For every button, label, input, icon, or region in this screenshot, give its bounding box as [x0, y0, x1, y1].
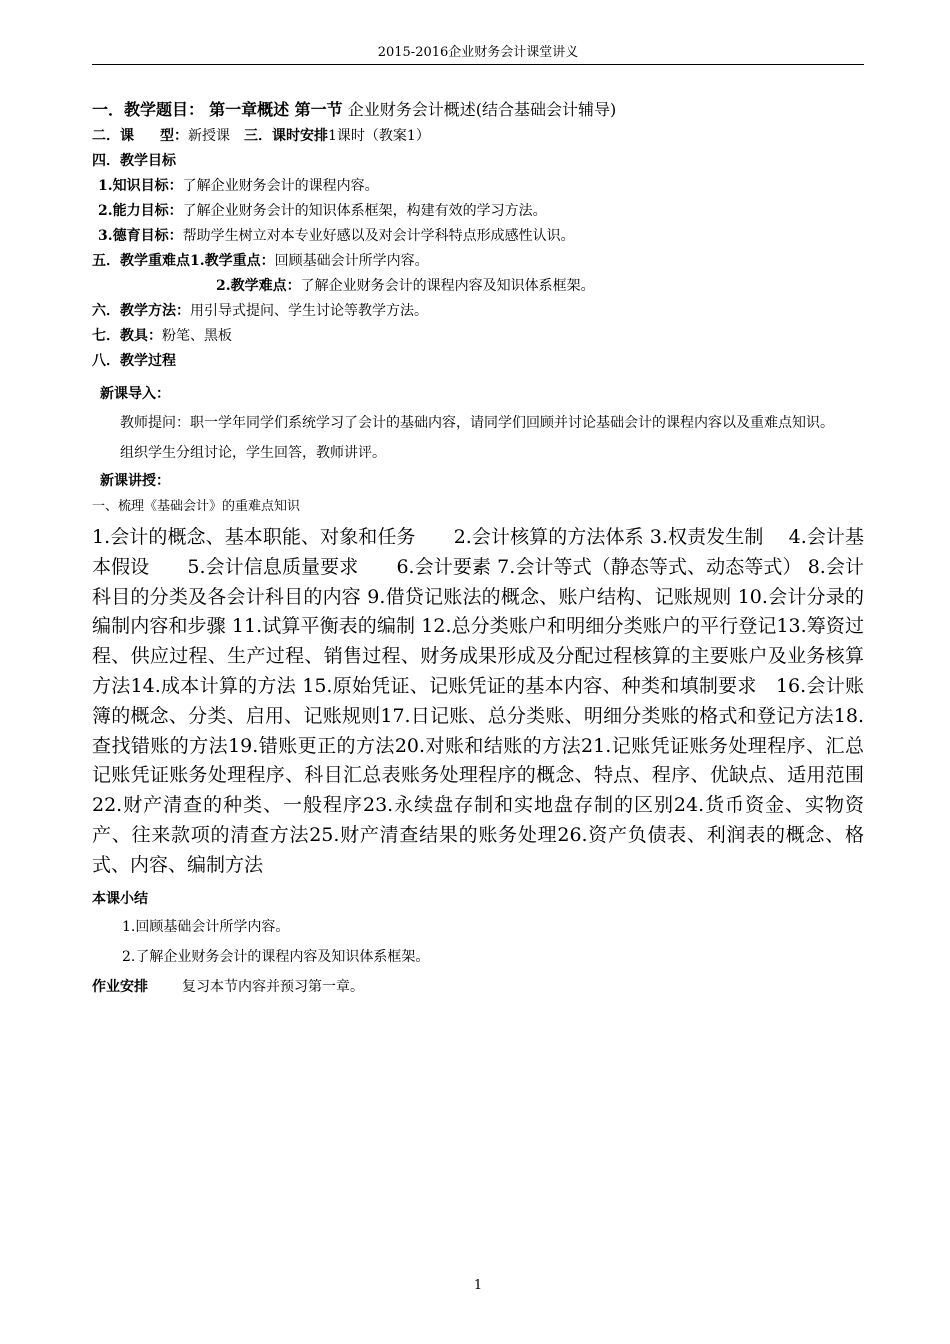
type-label-a: 二．课 — [92, 128, 134, 144]
goal-ability-label: 2.能力目标： — [98, 203, 183, 219]
title-label: 一．教学题目： — [92, 100, 205, 119]
process-heading: 八．教学过程 — [92, 353, 176, 369]
summary-label: 本课小结 — [92, 890, 148, 907]
goal-moral — [92, 224, 864, 249]
method-text: 用引导式提问、学生讨论等教学方法。 — [190, 303, 428, 319]
hours-label: 三．课时安排 — [244, 128, 328, 144]
goals-heading: 四．教学目标 — [92, 153, 176, 169]
title-topic: 企业财务会计概述(结合基础会计辅导) — [347, 100, 617, 119]
method-label: 六．教学方法： — [92, 303, 190, 319]
goal-moral-label: 3.德育目标： — [98, 228, 183, 244]
key-point-text: 回顾基础会计所学内容。 — [274, 253, 429, 269]
key-point-label: 五．教学重难点1.教学重点： — [92, 253, 275, 269]
type-value: 新授课 — [188, 128, 230, 144]
lecture-label: 新课讲授： — [100, 473, 170, 489]
homework-label: 作业安排 — [92, 978, 148, 995]
teaching-method — [92, 299, 864, 324]
document-page — [92, 0, 864, 1344]
type-label-b: 型： — [160, 128, 188, 144]
page-number: 1 — [473, 1278, 483, 1293]
teaching-tools — [92, 324, 864, 349]
difficult-point — [92, 274, 864, 299]
lesson-title — [92, 96, 864, 124]
goal-ability-text: 了解企业财务会计的知识体系框架，构建有效的学习方法。 — [182, 203, 547, 219]
intro-paragraph-1: 教师提问：职一学年同学们系统学习了会计的基础内容，请同学们回顾并讨论基础会计的课程内容以及重难点知识。 — [120, 415, 834, 431]
hours-value: 1课时（教案1） — [328, 128, 430, 144]
content — [92, 96, 864, 1002]
page-header: 2015-2016企业财务会计课堂讲义 — [377, 45, 579, 60]
difficult-point-label: 2.教学难点： — [216, 278, 301, 294]
key-points-list: 1.会计的概念、基本职能、对象和任务 2.会计核算的方法体系 3.权责发生制 4.会计基本假设 5.会计信息质量要求 6.会计要素 7.会计等式（静态等式、动态等式） 8.会计科目的分类及各会计科目的内容 9.借贷记账法的概念、账户结构、记账规则 10.会计分录的编制内容和步骤 11.试算平衡表的编制 12.总分类账户和明细分类账户的平行登记13.筹资过程、供应过程、生产过程、销售过程、财务成果形成及分配过程核算的主要账户及业务核算方法14.成本计算的方法 15.原始凭证、记账凭证的基本内容、种类和填制要求 16.会计账簿的概念、分类、启用、记账规则17.日记账、总分类账、明细分类账的格式和登记方法18.查找错账的方法19.错账更正的方法20.对账和结账的方法21.记账凭证账务处理程序、汇总记账凭证账务处理程序、科目汇总表账务处理程序的概念、特点、程序、优缺点、适用范围22.财产清查的种类、一般程序23.永续盘存制和实地盘存制的区别24.货币资金、实物资产、往来款项的清查方法25.财产清查结果的账务处理26.资产负债表、利润表的概念、格式、内容、编制方法 — [92, 526, 864, 876]
goal-moral-text: 帮助学生树立对本专业好感以及对会计学科特点形成感性认识。 — [182, 228, 575, 244]
lesson-type-row — [92, 124, 864, 149]
goal-knowledge — [92, 174, 864, 199]
tools-text: 粉笔、黑板 — [162, 328, 232, 344]
summary-item-1: 1.回顾基础会计所学内容。 — [122, 918, 290, 935]
goal-ability — [92, 199, 864, 224]
goal-knowledge-text: 了解企业财务会计的课程内容。 — [182, 178, 379, 194]
intro-paragraph-2: 组织学生分组讨论，学生回答，教师讲评。 — [120, 445, 386, 461]
difficult-point-text: 了解企业财务会计的课程内容及知识体系框架。 — [300, 278, 595, 294]
intro-label: 新课导入： — [100, 386, 170, 402]
summary-item-2: 2.了解企业财务会计的课程内容及知识体系框架。 — [122, 948, 430, 965]
lecture-subheading: 一、梳理《基础会计》的重难点知识 — [92, 499, 301, 514]
homework-text: 复习本节内容并预习第一章。 — [182, 978, 364, 995]
tools-label: 七．教具： — [92, 328, 162, 344]
key-point — [92, 249, 864, 274]
header-rule — [92, 64, 864, 65]
title-chapter: 第一章概述 第一节 — [209, 100, 343, 119]
goal-knowledge-label: 1.知识目标： — [98, 178, 183, 194]
homework — [92, 972, 864, 1002]
